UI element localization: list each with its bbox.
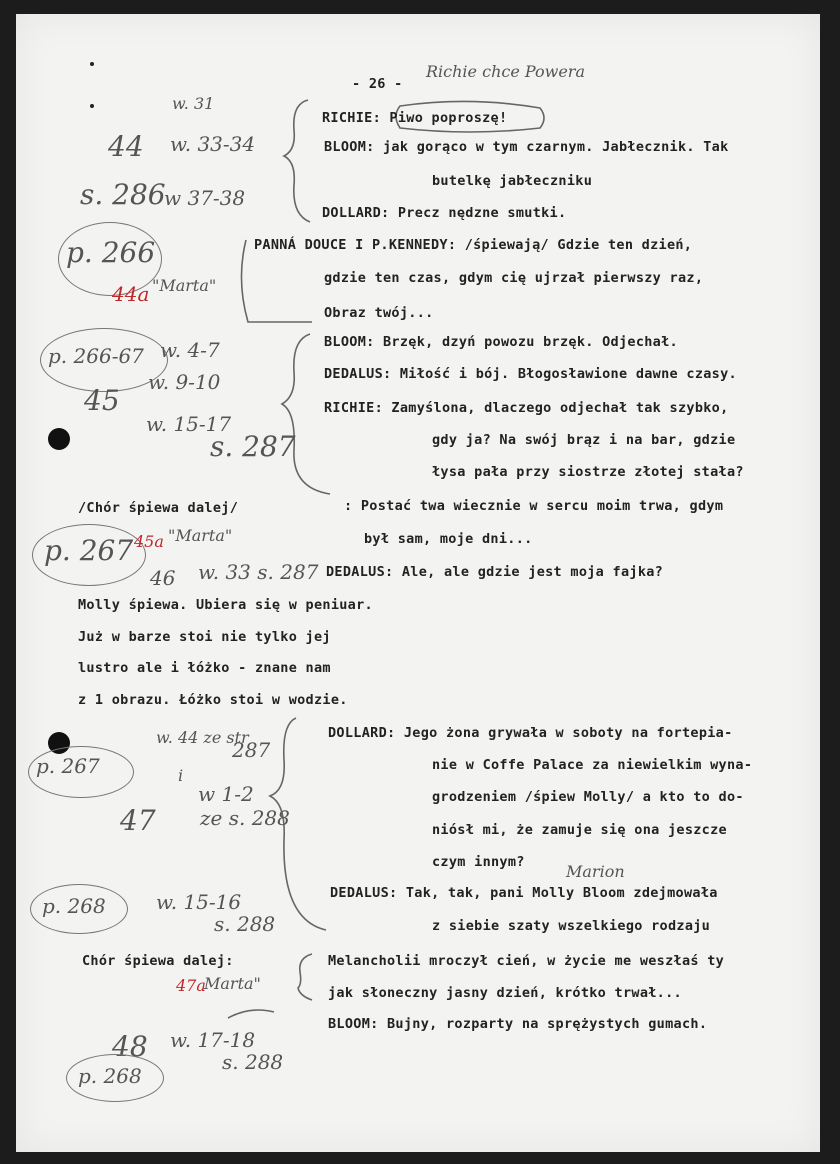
handwritten-note: 46 [150, 566, 176, 590]
script-line: BLOOM: jak gorąco w tym czarnym. Jabłecznik. Tak [324, 139, 729, 155]
handwritten-note: w. 15-16 [156, 890, 242, 914]
stage-direction: Już w barze stoi nie tylko jej [78, 629, 331, 645]
script-line: nie w Coffe Palace za niewielkim wyna- [432, 757, 753, 773]
script-line: PANNÁ DOUCE I P.KENNEDY: /śpiewają/ Gdzie ten dzień, [254, 237, 693, 253]
handwritten-note: 45 [84, 384, 120, 417]
script-line: niósł mi, że zamuje się ona jeszcze [432, 822, 727, 838]
ink-dot [90, 104, 94, 108]
handwritten-note: s. 288 [214, 912, 276, 936]
script-line: czym innym? [432, 854, 525, 870]
handwritten-note: 45a [134, 532, 164, 551]
handwritten-note: w 37-38 [164, 186, 246, 210]
handwritten-note: "Marta" [152, 276, 217, 295]
script-line: BLOOM: Bujny, rozparty na sprężystych gumach. [328, 1016, 708, 1032]
handwritten-note: w. 44 ze str [156, 728, 249, 747]
handwritten-note: w. 17-18 [170, 1028, 256, 1052]
handwritten-note: 48 [112, 1030, 148, 1063]
handwritten-note: p. 267 [44, 534, 134, 567]
stage-direction: z 1 obrazu. Łóżko stoi w wodzie. [78, 692, 348, 708]
script-line: RICHIE: Zamyślona, dlaczego odjechał tak szybko, [324, 400, 729, 416]
handwritten-note: 47 [120, 804, 156, 837]
script-line: był sam, moje dni... [364, 531, 533, 547]
stage-direction: Chór śpiewa dalej: [82, 953, 234, 969]
handwritten-note: Marta" [204, 974, 261, 993]
script-line: butelkę jabłeczniku [432, 173, 593, 189]
handwritten-note: p. 267 [36, 754, 100, 778]
script-line: jak słoneczny jasny dzień, krótko trwał... [328, 985, 682, 1001]
handwritten-note: w. 31 [172, 94, 215, 113]
handwritten-note: 44a [112, 282, 150, 306]
handwritten-note: "Marta" [168, 526, 233, 545]
ink-dot [90, 62, 94, 66]
handwritten-note: s. 286 [80, 178, 166, 211]
script-line: DEDALUS: Miłość i bój. Błogosławione dawne czasy. [324, 366, 737, 382]
script-line: grodzeniem /śpiew Molly/ a kto to do- [432, 789, 744, 805]
stage-direction: /Chór śpiewa dalej/ [78, 500, 239, 516]
handwritten-note: w. 4-7 [160, 338, 220, 362]
script-line: DEDALUS: Ale, ale gdzie jest moja fajka? [326, 564, 664, 580]
script-line: : Postać twa wiecznie w sercu moim trwa, gdym [344, 498, 724, 514]
handwritten-note: i [178, 766, 184, 785]
handwritten-note: 47a [176, 976, 206, 995]
script-line: z siebie szaty wszelkiego rodzaju [432, 918, 711, 934]
script-line: RICHIE: Piwo poproszę! [322, 110, 508, 126]
punch-hole-top [48, 428, 70, 450]
handwritten-note: 44 [108, 130, 144, 163]
script-line: BLOOM: Brzęk, dzyń powozu brzęk. Odjechał. [324, 334, 678, 350]
script-line: Melancholii mroczył cień, w życie me weszłaś ty [328, 953, 725, 969]
handwritten-note: w. 9-10 [148, 370, 221, 394]
script-line: DOLLARD: Precz nędzne smutki. [322, 205, 567, 221]
handwritten-note: p. 268 [42, 894, 106, 918]
handwritten-note: Marion [566, 862, 625, 881]
script-line: DOLLARD: Jego żona grywała w soboty na fortepia- [328, 725, 733, 741]
handwritten-note: 287 [232, 738, 271, 762]
handwritten-note: p. 268 [78, 1064, 142, 1088]
handwritten-note: p. 266-67 [48, 344, 144, 368]
handwritten-note: w. 15-17 [146, 412, 232, 436]
stage-direction: lustro ale i łóżko - znane nam [78, 660, 331, 676]
script-line: gdy ja? Na swój brąz i na bar, gdzie [432, 432, 736, 448]
handwritten-note: w 1-2 [198, 782, 254, 806]
handwritten-note: w. 33 s. 287 [198, 560, 319, 584]
handwritten-note: s. 287 [210, 430, 296, 463]
script-line: gdzie ten czas, gdym cię ujrzał pierwszy raz, [324, 270, 704, 286]
handwritten-note: w. 33-34 [170, 132, 256, 156]
handwritten-note: p. 266 [66, 236, 156, 269]
script-line: łysa pała przy siostrze złotej stała? [432, 464, 744, 480]
page-number: - 26 - [352, 76, 403, 92]
stage-direction: Molly śpiewa. Ubiera się w peniuar. [78, 597, 373, 613]
handwritten-note: ze s. 288 [200, 806, 290, 830]
handwritten-note-top: Richie chce Powera [426, 62, 585, 81]
script-line: DEDALUS: Tak, tak, pani Molly Bloom zdejmowała [330, 885, 718, 901]
script-line: Obraz twój... [324, 305, 434, 321]
handwritten-note: s. 288 [222, 1050, 284, 1074]
